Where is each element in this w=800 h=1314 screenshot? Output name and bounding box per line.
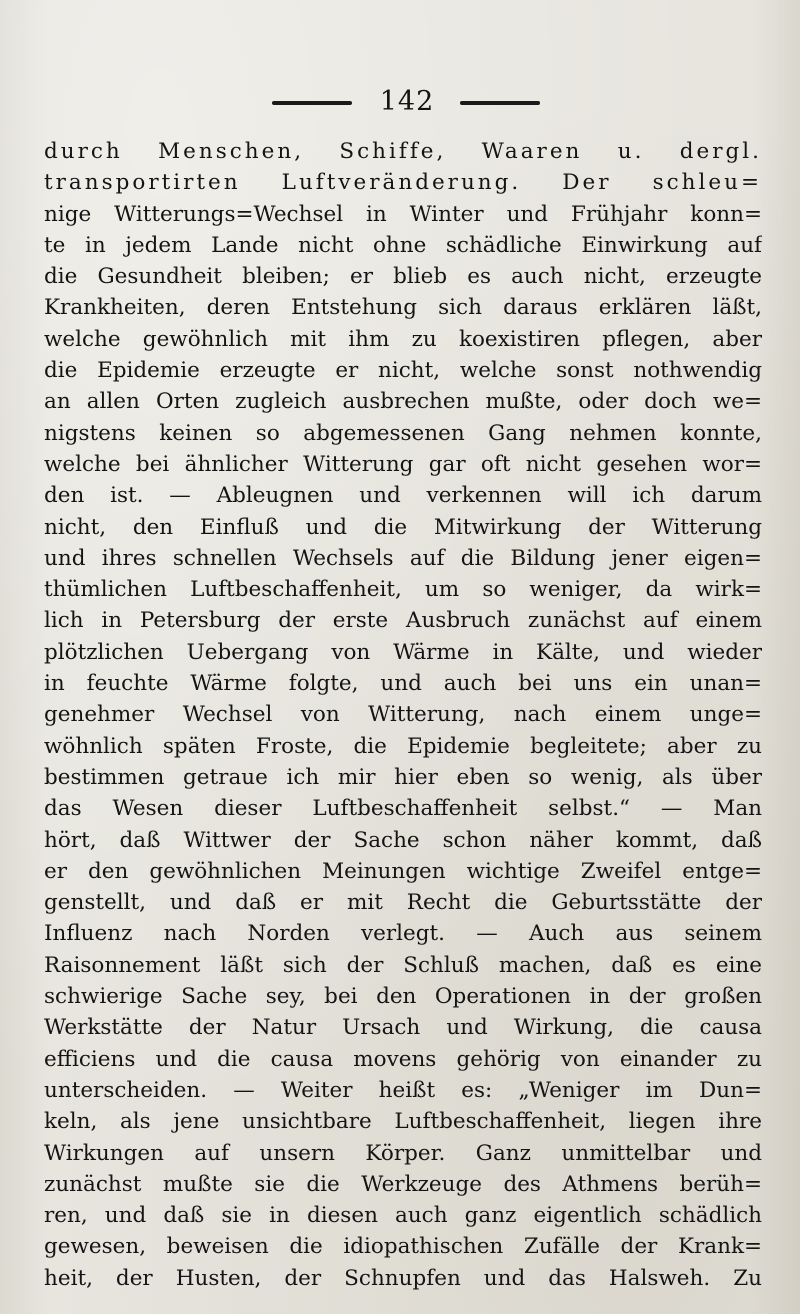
page-header xyxy=(0,84,800,120)
text-line: Wirkungen auf unsern Körper. Ganz unmittelbar und xyxy=(44,1140,762,1166)
text-line: keln, als jene unsichtbare Luftbeschaffenheit, liegen ihre xyxy=(44,1109,762,1135)
text-line: schwierige Sache sey, bei den Operationen in der großen xyxy=(44,984,762,1010)
text-line: genstellt, und daß er mit Recht die Geburtsstätte der xyxy=(44,890,762,916)
text-line: Raisonnement läßt sich der Schluß machen, daß es eine xyxy=(44,952,762,978)
text-line: nicht, den Einfluß und die Mitwirkung der Witterung xyxy=(44,514,762,540)
header-rule-right xyxy=(460,101,540,105)
text-line: welche bei ähnlicher Witterung gar oft nicht gesehen wor= xyxy=(44,451,762,477)
text-line: heit, der Husten, der Schnupfen und das Halsweh. Zu xyxy=(44,1265,762,1291)
text-line: bestimmen getraue ich mir hier eben so wenig, als über xyxy=(44,764,762,790)
text-line: durch Menschen, Schiffe, Waaren u. dergl. xyxy=(44,139,762,164)
text-line: thümlichen Luftbeschaffenheit, um so weniger, da wirk= xyxy=(44,577,762,603)
text-line: welche gewöhnlich mit ihm zu koexistiren pflegen, aber xyxy=(44,326,762,352)
text-line: er den gewöhnlichen Meinungen wichtige Zweifel entge= xyxy=(44,858,762,884)
text-line: an allen Orten zugleich ausbrechen mußte, oder doch we= xyxy=(44,389,762,415)
text-line: und ihres schnellen Wechsels auf die Bildung jener eigen= xyxy=(44,545,762,571)
text-line: Werkstätte der Natur Ursach und Wirkung, die causa xyxy=(44,1015,762,1041)
text-line: unterscheiden. — Weiter heißt es: „Weniger im Dun= xyxy=(44,1077,762,1103)
text-line: nigstens keinen so abgemessenen Gang nehmen konnte, xyxy=(44,420,762,446)
text-line: ren, und daß sie in diesen auch ganz eigentlich schädlich xyxy=(44,1203,762,1229)
text-line: das Wesen dieser Luftbeschaffenheit selbst.“ — Man xyxy=(44,796,762,822)
text-line: te in jedem Lande nicht ohne schädliche Einwirkung auf xyxy=(44,232,762,258)
text-line: die Gesundheit bleiben; er blieb es auch nicht, erzeugte xyxy=(44,264,762,290)
text-line: Krankheiten, deren Entstehung sich daraus erklären läßt, xyxy=(44,295,762,321)
text-line: nige Witterungs=Wechsel in Winter und Frühjahr konn= xyxy=(44,201,762,227)
text-line: den ist. — Ableugnen und verkennen will ich darum xyxy=(44,483,762,509)
text-line: plötzlichen Uebergang von Wärme in Kälte, und wieder xyxy=(44,639,762,665)
text-line: efficiens und die causa movens gehörig von einander zu xyxy=(44,1046,762,1072)
text-line: zunächst mußte sie die Werkzeuge des Athmens berüh= xyxy=(44,1171,762,1197)
header-rule-left xyxy=(272,101,352,105)
text-line: genehmer Wechsel von Witterung, nach einem unge= xyxy=(44,702,762,728)
text-line: lich in Petersburg der erste Ausbruch zunächst auf einem xyxy=(44,608,762,634)
text-line: in feuchte Wärme folgte, und auch bei uns ein unan= xyxy=(44,671,762,697)
text-line: wöhnlich späten Froste, die Epidemie begleitete; aber zu xyxy=(44,733,762,759)
text-line: transportirten Luftveränderung. Der schleu= xyxy=(44,170,762,196)
text-line: gewesen, beweisen die idiopathischen Zufälle der Krank= xyxy=(44,1234,762,1260)
page-number: 142 xyxy=(379,86,435,117)
text-line: hört, daß Wittwer der Sache schon näher kommt, daß xyxy=(44,827,762,853)
text-line: Influenz nach Norden verlegt. — Auch aus seinem xyxy=(44,921,762,947)
body-text xyxy=(44,136,762,1294)
text-line: die Epidemie erzeugte er nicht, welche sonst nothwendig xyxy=(44,358,762,384)
